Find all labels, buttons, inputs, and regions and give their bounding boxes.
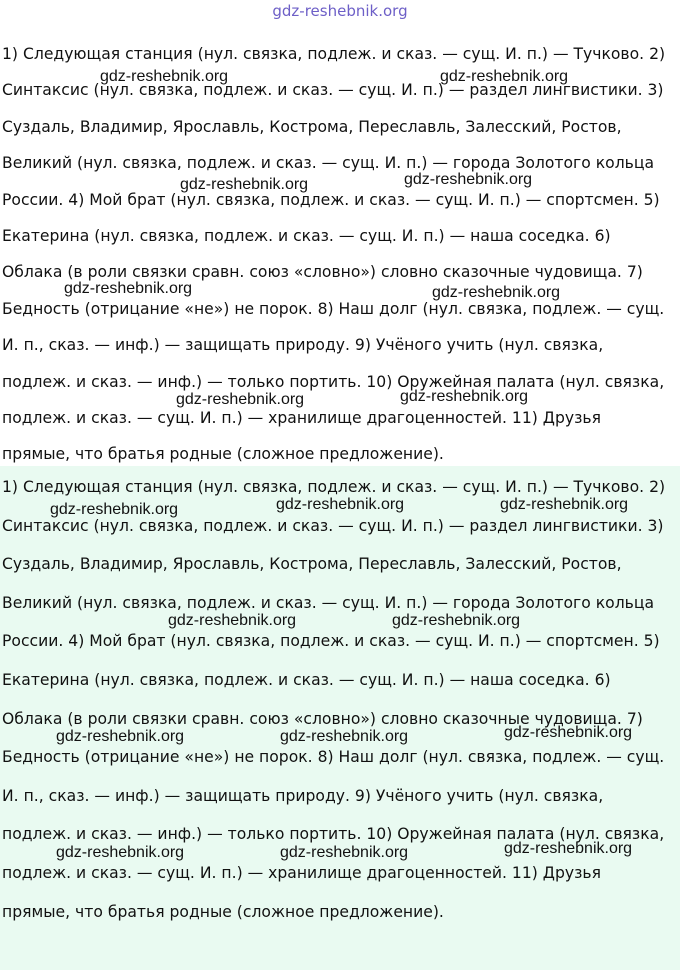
watermark: gdz-reshebnik.org bbox=[168, 612, 297, 629]
watermark: gdz-reshebnik.org bbox=[56, 728, 185, 745]
watermark: gdz-reshebnik.org bbox=[276, 496, 405, 513]
watermark: gdz-reshebnik.org bbox=[440, 68, 569, 85]
watermark: gdz-reshebnik.org bbox=[56, 844, 185, 861]
watermark: gdz-reshebnik.org bbox=[100, 68, 229, 85]
watermark: gdz-reshebnik.org bbox=[176, 391, 305, 408]
answer-paragraph: 1) Следующая станция (нул. связка, подлеж. и сказ. — сущ. И. п.) — Тучково. 2) Синтаксис (нул. связка, подлеж. и сказ. — сущ. И. п.) — раздел лингвистики. 3) Суздаль, Владимир, Ярославль, Кострома, Переславль, Залесский, Ростов, Великий (нул. связка, подлеж. и сказ. — сущ. И. п.) — города Золотого кольца России. 4) Мой брат (нул. связка, подлеж. и сказ. — сущ. И. п.) — спортсмен. 5) Екатерина (нул. связка, подлеж. и сказ. — сущ. И. п.) — наша соседка. 6) Облака (в роли связки сравн. союз «словно») словно сказочные чудовища. 7) Бедность (отрицание «не») не порок. 8) Наш долг (нул. связка, подлеж. — сущ. И. п., сказ. — инф.) — защищать природу. 9) Учёного учить (нул. связка, подлеж. и сказ. — инф.) — только портить. 10) Оружейная палата (нул. связка, подлеж. и сказ. — сущ. И. п.) — хранилище драгоценностей. 11) Друзья прямые, что братья родные (сложное предложение). bbox=[2, 45, 666, 464]
watermark: gdz-reshebnik.org bbox=[400, 388, 529, 405]
watermark: gdz-reshebnik.org bbox=[432, 284, 561, 301]
watermark: gdz-reshebnik.org bbox=[404, 171, 533, 188]
watermark: gdz-reshebnik.org bbox=[280, 844, 409, 861]
answer-block-highlighted bbox=[0, 466, 680, 970]
watermark: gdz-reshebnik.org bbox=[50, 501, 179, 518]
answer-paragraph-highlighted: 1) Следующая станция (нул. связка, подлеж. и сказ. — сущ. И. п.) — Тучково. 2) Синтаксис (нул. связка, подлеж. и сказ. — сущ. И. п.) — раздел лингвистики. 3) Суздаль, Владимир, Ярославль, Кострома, Переславль, Залесский, Ростов, Великий (нул. связка, подлеж. и сказ. — сущ. И. п.) — города Золотого кольца России. 4) Мой брат (нул. связка, подлеж. и сказ. — сущ. И. п.) — спортсмен. 5) Екатерина (нул. связка, подлеж. и сказ. — сущ. И. п.) — наша соседка. 6) Облака (в роли связки сравн. союз «словно») словно сказочные чудовища. 7) Бедность (отрицание «не») не порок. 8) Наш долг (нул. связка, подлеж. — сущ. И. п., сказ. — инф.) — защищать природу. 9) Учёного учить (нул. связка, подлеж. и сказ. — инф.) — только портить. 10) Оружейная палата (нул. связка, подлеж. и сказ. — сущ. И. п.) — хранилище драгоценностей. 11) Друзья прямые, что братья родные (сложное предложение). bbox=[2, 478, 666, 921]
header-watermark: gdz-reshebnik.org bbox=[272, 2, 408, 20]
watermark: gdz-reshebnik.org bbox=[64, 280, 193, 297]
watermark: gdz-reshebnik.org bbox=[280, 728, 409, 745]
watermark: gdz-reshebnik.org bbox=[392, 612, 521, 629]
watermark: gdz-reshebnik.org bbox=[504, 840, 633, 857]
watermark: gdz-reshebnik.org bbox=[500, 496, 629, 513]
watermark: gdz-reshebnik.org bbox=[504, 724, 633, 741]
answer-block-plain bbox=[0, 36, 680, 466]
watermark: gdz-reshebnik.org bbox=[180, 176, 309, 193]
